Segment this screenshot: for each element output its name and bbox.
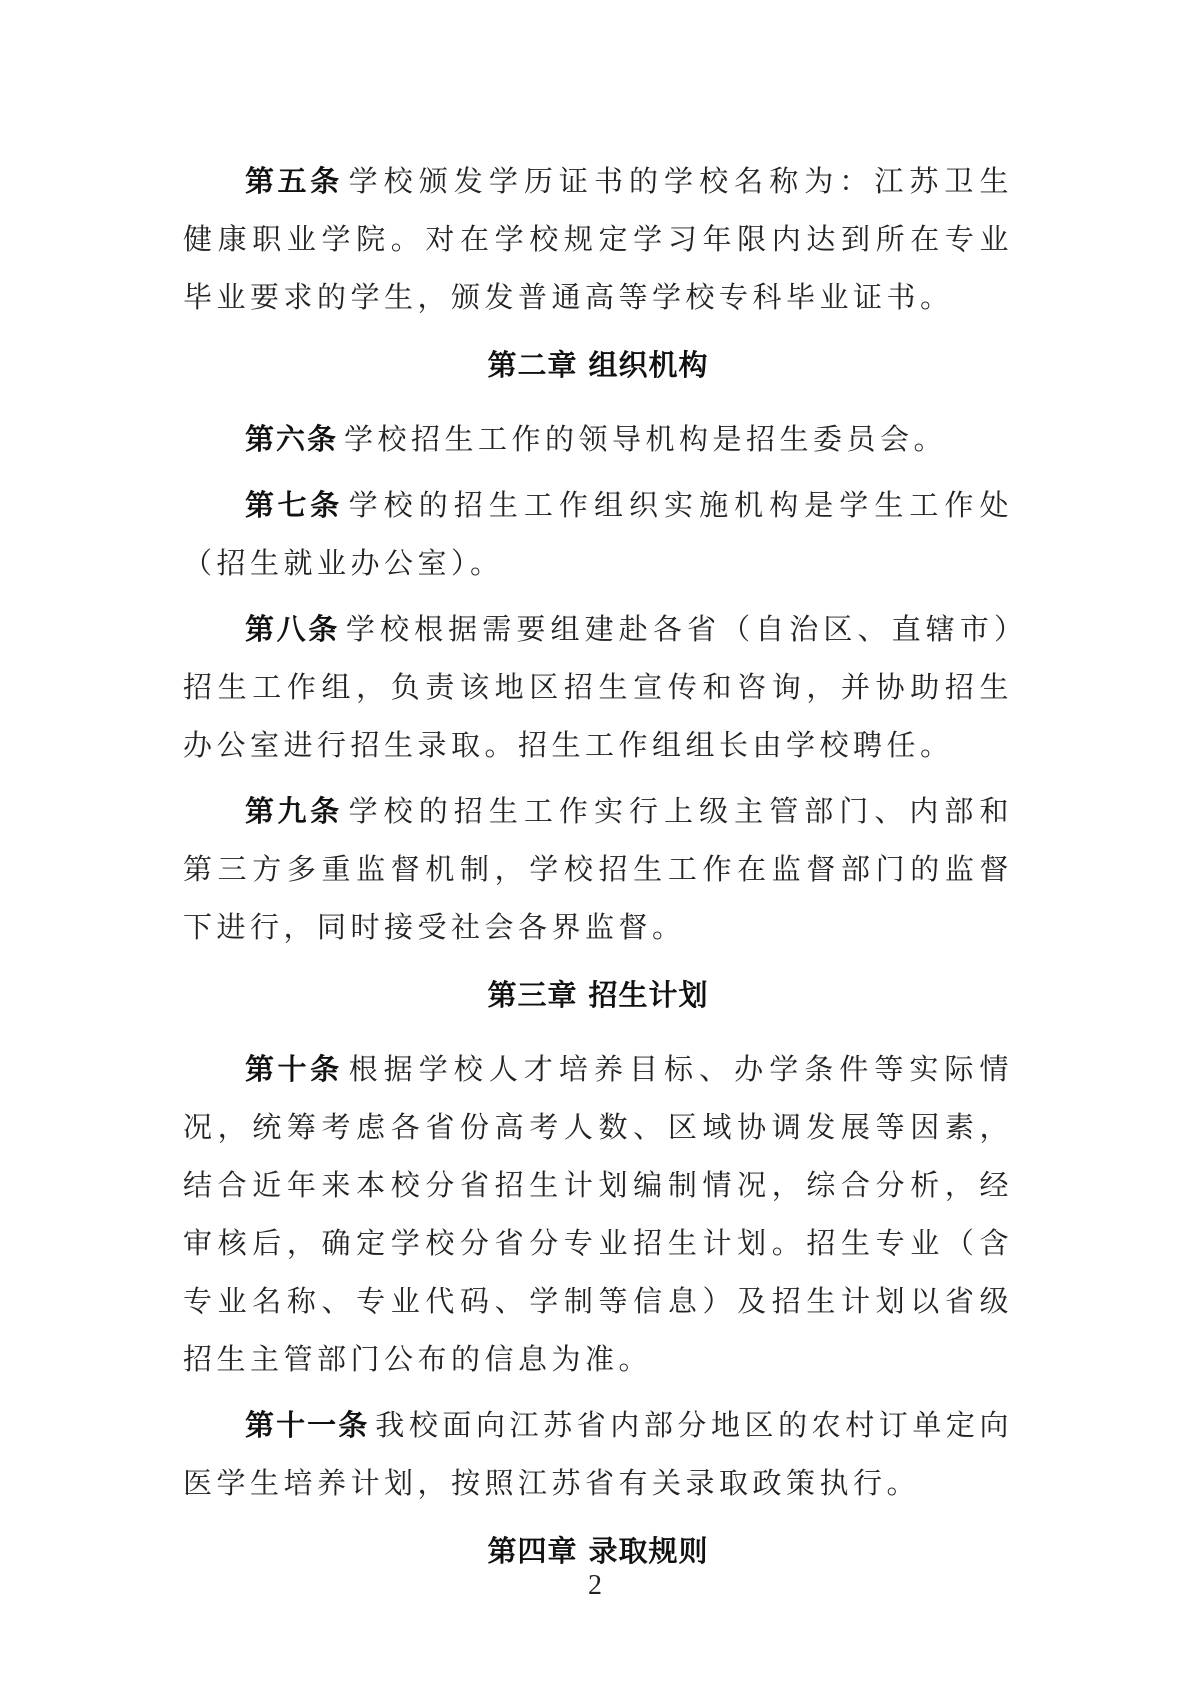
article-number: 第九条 bbox=[245, 794, 343, 828]
article-text: 学校颁发学历证书的学校名称为：江苏卫生健康职业学院。对在学校规定学习年限内达到所在专业毕业要求的学生，颁发普通高等学校专科毕业证书。 bbox=[183, 164, 1013, 314]
article-text: 学校的招生工作实行上级主管部门、内部和第三方多重监督机制，学校招生工作在监督部门的监督下进行，同时接受社会各界监督。 bbox=[183, 794, 1013, 944]
article-text: 学校根据需要组建赴各省（自治区、直辖市）招生工作组，负责该地区招生宣传和咨询，并协助招生办公室进行招生录取。招生工作组组长由学校聘任。 bbox=[183, 612, 1013, 762]
article-7 bbox=[183, 476, 1013, 592]
page-number: 2 bbox=[588, 1570, 602, 1601]
article-text: 根据学校人才培养目标、办学条件等实际情况，统筹考虑各省份高考人数、区域协调发展等因素，结合近年来本校分省招生计划编制情况，综合分析，经审核后，确定学校分省分专业招生计划。招生专业（含专业名称、专业代码、学制等信息）及招生计划以省级招生主管部门公布的信息为准。 bbox=[183, 1052, 1013, 1376]
article-number: 第七条 bbox=[245, 488, 343, 522]
article-number: 第八条 bbox=[245, 612, 340, 646]
article-text: 学校招生工作的领导机构是招生委员会。 bbox=[344, 422, 948, 456]
article-number: 第十一条 bbox=[245, 1408, 370, 1442]
article-number: 第六条 bbox=[245, 422, 339, 456]
article-number: 第五条 bbox=[245, 164, 343, 198]
article-10 bbox=[183, 1040, 1013, 1388]
article-9 bbox=[183, 782, 1013, 956]
article-6 bbox=[183, 410, 1013, 468]
article-11 bbox=[183, 1396, 1013, 1512]
chapter-heading-4: 第四章 录取规则 bbox=[487, 1534, 709, 1568]
article-text: 学校的招生工作组织实施机构是学生工作处（招生就业办公室）。 bbox=[183, 488, 1013, 580]
article-5 bbox=[183, 152, 1013, 326]
chapter-heading-2: 第二章 组织机构 bbox=[487, 348, 709, 382]
chapter-heading-3: 第三章 招生计划 bbox=[487, 978, 709, 1012]
document-body bbox=[183, 152, 1013, 1596]
article-text: 我校面向江苏省内部分地区的农村订单定向医学生培养计划，按照江苏省有关录取政策执行。 bbox=[183, 1408, 1013, 1500]
article-8 bbox=[183, 600, 1013, 774]
article-number: 第十条 bbox=[245, 1052, 343, 1086]
